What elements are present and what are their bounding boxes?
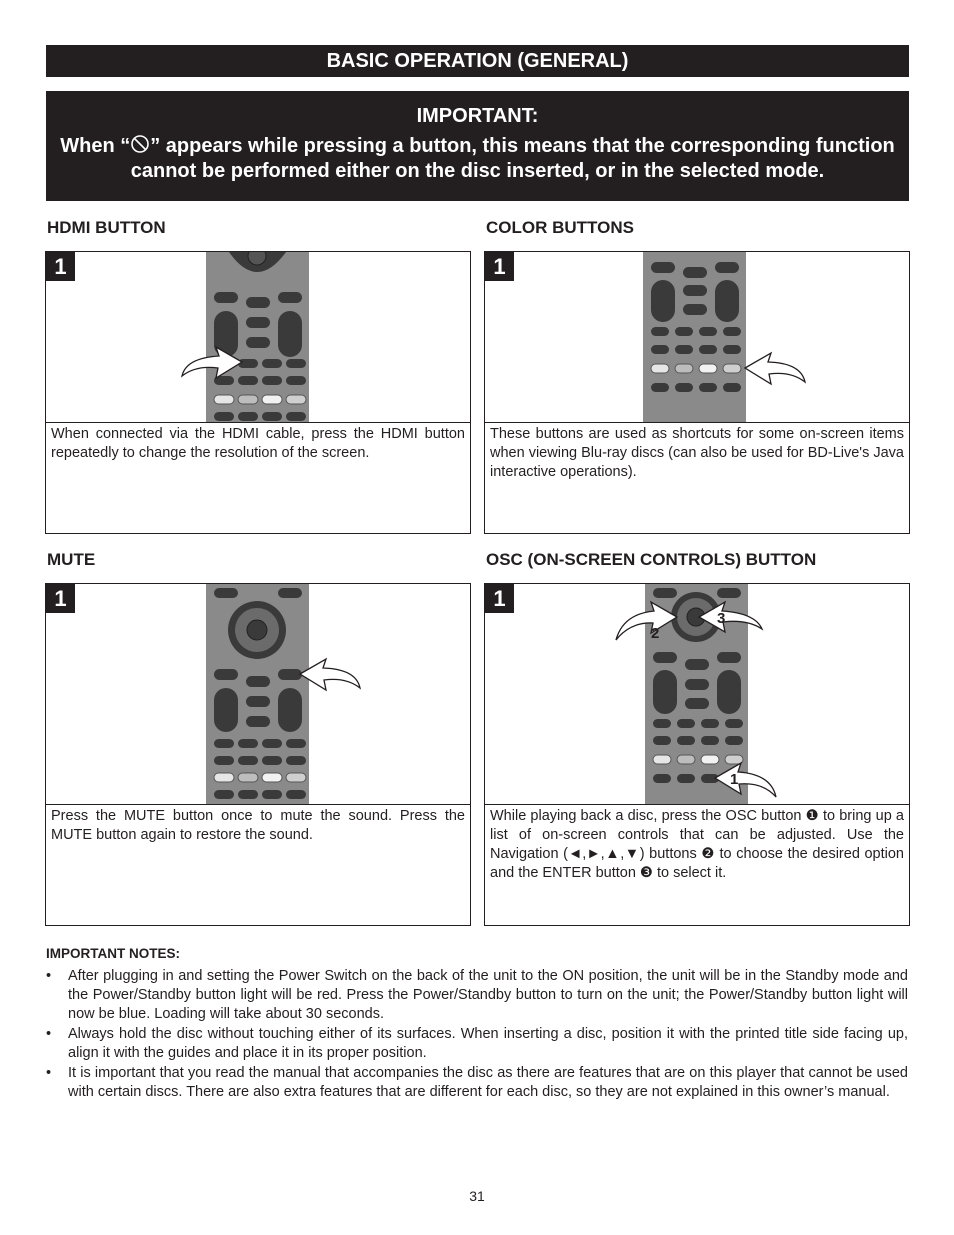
important-text [46,134,909,184]
hdmi-figure [46,252,470,423]
step-number: 1 [46,252,75,281]
important-title: IMPORTANT: [416,105,539,127]
important-text-start: When “ [60,135,131,157]
color-buttons-panel [484,251,910,534]
remote-control-illustration [485,252,909,422]
callout-number: 2 [651,625,660,642]
mute-panel [45,583,471,926]
bullet: • [46,968,52,984]
note-text: It is important that you read the manual that accompanies the disc as there are features that are on this player that cannot be used with certain discs. There are also extra features that are different for each disc, so they are not explained in this owner’s manual. [68,1065,908,1100]
step-number: 1 [485,252,514,281]
remote-control-illustration [485,584,909,804]
note-text: Always hold the disc without touching either of its surfaces. When inserting a disc, position it with the printed title side facing up, align it with the guides and place it in its proper position. [68,1026,908,1061]
note-text: After plugging in and setting the Power Switch on the back of the unit to the ON position, the unit will be in the Standby mode and the Power/Standby button light will be red. Press the Power/Standby button to turn on the unit; the Power/Standby button light will now be blue. Loading will take about 30 seconds. [68,968,908,1022]
step-number: 1 [46,584,75,613]
remote-control-illustration [46,584,470,804]
hdmi-description: When connected via the HDMI cable, press the HDMI button repeatedly to change the resolution of the screen. [51,426,465,461]
note-item [46,1064,908,1102]
page-number: 31 [469,1188,485,1204]
color-buttons-figure [485,252,909,423]
callout-number: 1 [730,771,739,788]
prohibited-icon [130,134,150,154]
osc-panel [484,583,910,926]
pointer-arrow-icon [745,353,805,384]
remote-control-illustration [46,252,470,422]
bullet: • [46,1065,52,1081]
mute-description: Press the MUTE button once to mute the sound. Press the MUTE button again to restore the sound. [51,808,465,843]
section-title-bar: BASIC OPERATION (GENERAL) [46,45,909,77]
hdmi-heading: HDMI BUTTON [47,218,166,237]
important-text-end: ” appears while pressing a button, this means that the corresponding function cannot be performed either on the disc inserted, or in the selected mode. [130,135,895,182]
bullet: • [46,1026,52,1042]
osc-figure [485,584,909,805]
important-notes-title: IMPORTANT NOTES: [46,946,180,961]
osc-heading: OSC (ON-SCREEN CONTROLS) BUTTON [486,550,817,569]
hdmi-panel [45,251,471,534]
color-buttons-heading: COLOR BUTTONS [486,218,634,237]
important-notes-list [46,967,908,1103]
step-number: 1 [485,584,514,613]
note-item [46,1025,908,1063]
osc-description: While playing back a disc, press the OSC button ❶ to bring up a list of on-screen controls that can be adjusted. Use the Navigation (◄,►,▲,▼) buttons ❷ to choose the desired option and the ENTER button ❸ to select it. [490,808,904,881]
important-notice [46,91,909,201]
note-item [46,967,908,1024]
mute-heading: MUTE [47,550,96,569]
callout-number: 3 [717,610,726,627]
mute-figure [46,584,470,805]
color-buttons-description: These buttons are used as shortcuts for some on-screen items when viewing Blu-ray discs (can also be used for BD-Live's Java interactive operations). [490,426,904,480]
